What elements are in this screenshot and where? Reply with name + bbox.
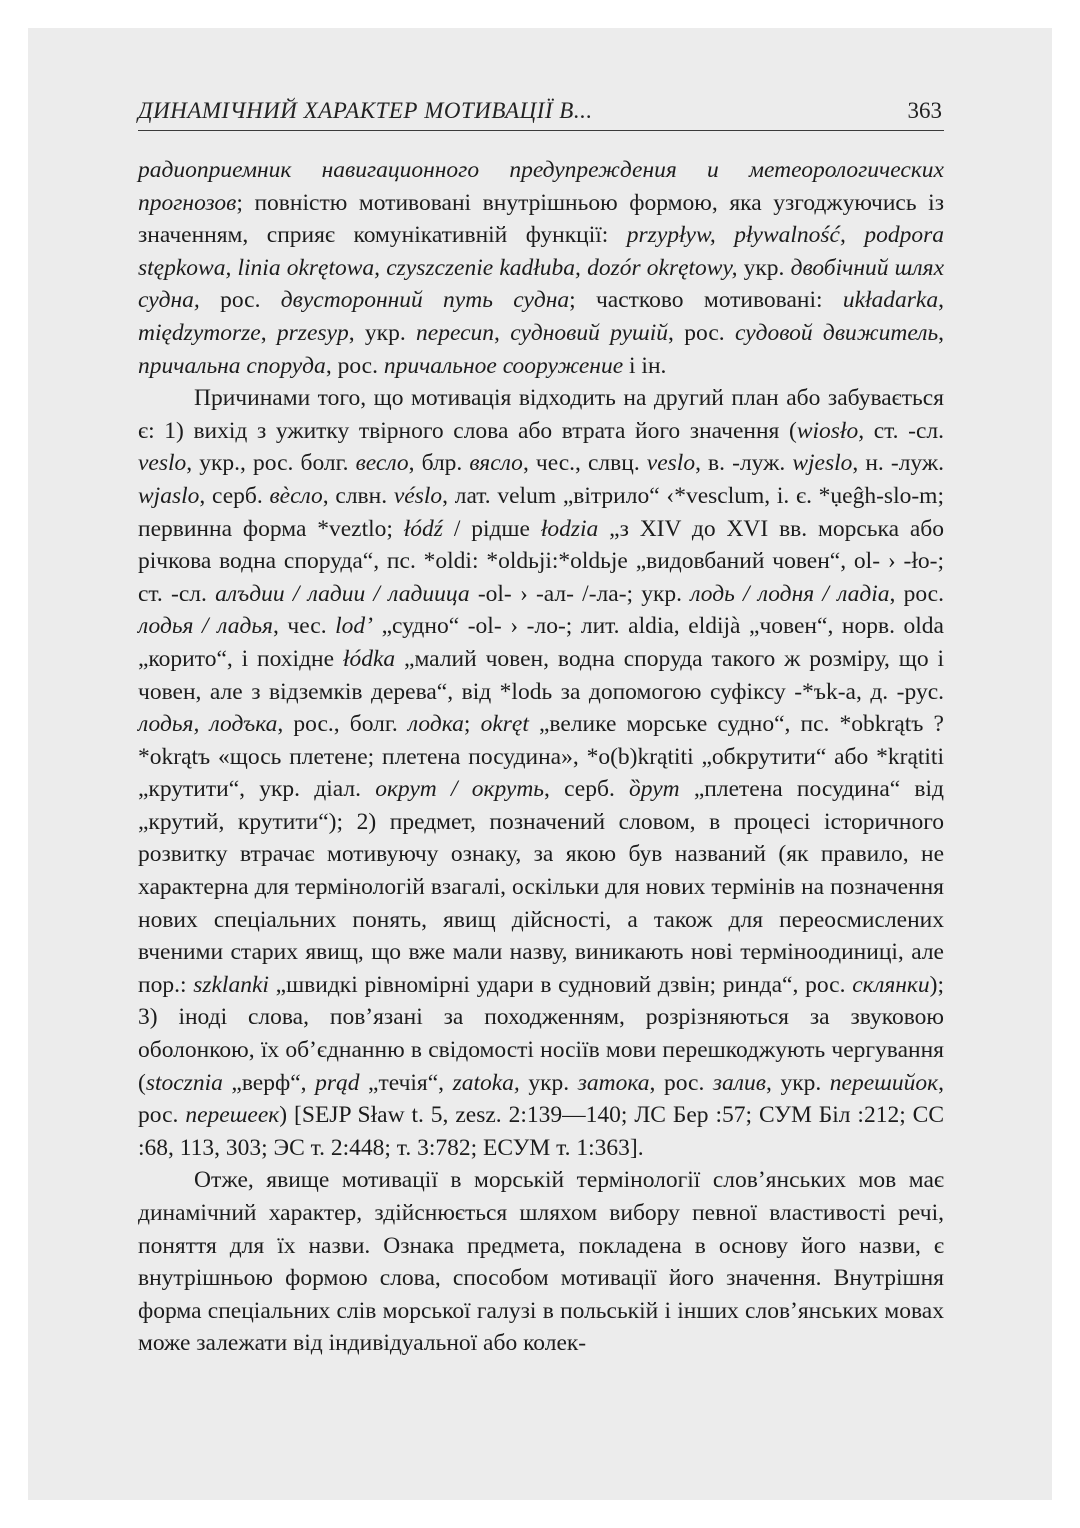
text-run: , рос. [668, 319, 735, 346]
text-run: , серб. [199, 482, 270, 509]
italic-term: wjeslo [792, 450, 853, 477]
text-run: „плетена посудина“ від „крутий, крутити“); 2) предмет, позначений словом, в процесі історичного розвитку втрачає мотивуючу ознаку, за якою був названий (як правило, не характерна для термінологій взагалі, оскільки для нових термінів на позначення нових спеціальних понять, явищ дійсності, а також для переосмислених вченими старих явищ, що вже мали назву, виникають нові терміноодиниці, але пор.: [138, 776, 944, 998]
italic-term: przesyp [276, 319, 349, 346]
italic-term: судновий рушій [510, 319, 669, 346]
text-run: Причинами того, що мотивація відходить на другий план або забувається є: 1) вихід з ужитку твірного слова або втрата його значення ( [138, 385, 944, 444]
text-run: ст. -сл. [864, 417, 944, 444]
paragraph-2 [138, 382, 944, 1164]
text-run: „судно“ -ol- › -ло-; лит. aldia, eldijà „човен“, норв. olda „корито“, і похідне [138, 613, 944, 672]
text-run: , блр. [408, 450, 470, 477]
text-run: , рос. [649, 1069, 713, 1096]
italic-term: лодья, лодъка [138, 711, 278, 738]
italic-term: причальна споруда [138, 352, 326, 379]
italic-term: układarka [842, 287, 939, 314]
text-run: , укр. [766, 1069, 830, 1096]
italic-term: lod’ [335, 613, 374, 640]
text-run: і ін. [623, 352, 667, 379]
text-run: , слвн. [322, 482, 394, 509]
text-run: , рос. [325, 352, 384, 379]
paragraph-1 [138, 154, 944, 382]
text-run: „з XIV до XVI вв. морська або річкова водна споруда“, пс. *oldi: *oldьji:*oldьje „видовбаний човен“, ol- › -ło-; ст. -сл. [138, 515, 944, 607]
text-run: , серб. [544, 776, 630, 803]
italic-term: prąd [315, 1069, 360, 1096]
text-run: , рос. [138, 1069, 945, 1129]
text-run: ) [SEJP Sław t. 5, zesz. 2:139—140; ЛС Бер :57; СУМ Біл :212; СС :68, 113, 303; ЭС т. 2:448; т. 3:782; ЕСУМ т. 1:363]. [138, 1102, 945, 1161]
italic-term: лодка [407, 711, 464, 738]
text-run: ; частково мотивовані: [569, 287, 843, 314]
italic-term: двобічний шлях судна, [138, 254, 944, 314]
text-run: , укр., рос. болг. [186, 450, 356, 477]
italic-term: перешийок [829, 1069, 939, 1096]
text-run: , рос. [889, 580, 944, 607]
italic-term: szklanki [193, 971, 269, 998]
italic-term: wiosło, [796, 417, 865, 444]
text-run: „верф“, [222, 1069, 316, 1096]
italic-term: лодь / лодня / ладіа [690, 580, 890, 607]
text-run: , [260, 319, 277, 346]
text-run: / рідше [442, 515, 541, 542]
italic-term: причальное сооружение [383, 352, 624, 379]
italic-term: wjaslo [138, 482, 200, 509]
text-run: „велике морське судно“, пс. *obkrątъ ? *okrątъ «щось плетене; плетена посудина», *o(b)krątiti „обкрутити“ або *krątiti „крутити“, укр. діал. [138, 711, 944, 803]
italic-term: лодья / ладья [138, 613, 273, 640]
text-run: Отже, явище мотивації в морській термінології слов’янських мов має динамічний характер, здійснюється шляхом вибору певної властивості речі, поняття для їх назви. Ознака предмета, покладена в основу його назви, є внутрішньою формою слова, способом мотивації його значення. Внутрішня форма спеціальних слів морської галузі в польській і інших слов’янських мовах може залежати від індивідуальної або колек- [138, 1167, 944, 1357]
italic-term: ȍрут [629, 776, 680, 803]
italic-term: пересип [416, 319, 494, 346]
running-header [138, 96, 944, 131]
text-run: , н. -луж. [852, 450, 944, 477]
italic-term: stocznia [145, 1069, 223, 1096]
text-run: , чес., слвц. [522, 450, 647, 477]
italic-term: międzymorze [138, 319, 261, 346]
text-run: укр. [519, 1069, 578, 1096]
italic-term: радиоприемник навигационного предупреждения и метеорологических прогнозов [138, 157, 944, 216]
text-run: , [938, 319, 945, 346]
text-run: ; повністю мотивовані внутрішньою формою, яка узгоджуючись із значенням, сприяє комунікативній функції: [138, 189, 944, 249]
text-run: „швидкі рівномірні удари в судновий дзвін; ринда“, рос. [268, 971, 853, 998]
text-run: ; [463, 711, 481, 738]
italic-term: zatoka, [452, 1069, 520, 1096]
italic-term: окрут / окруть [375, 776, 544, 803]
text-run: ); 3) іноді слова, пов’язані за походженням, розрізняються за звуковою оболонкою, їх об’єднанню в свідомості носіїв мови перешкоджують чергування ( [138, 971, 945, 1096]
text-run: , чес. [272, 613, 336, 640]
body-text [138, 154, 944, 1360]
running-title: ДИНАМІЧНИЙ ХАРАКТЕР МОТИВАЦІЇ В... [138, 98, 593, 123]
italic-term: перешеек [185, 1102, 280, 1129]
italic-term: przypływ, pływalność, podpora stępkowa, linia okrętowa, czyszczenie kadłuba, dozór okrętowy, [138, 222, 944, 281]
text-run: „течія“, [359, 1069, 453, 1096]
text-run: , [494, 319, 511, 346]
italic-term: затока [577, 1069, 650, 1096]
italic-term: łódź [403, 515, 443, 542]
italic-term: вѐсло [269, 482, 323, 509]
italic-term: łodzia [540, 515, 599, 542]
italic-term: łódka [342, 645, 396, 672]
italic-term: весло [355, 450, 409, 477]
paragraph-3 [138, 1164, 944, 1360]
italic-term: okręt [480, 711, 529, 738]
text-run: , [938, 287, 944, 314]
text-run: „малий човен, водна споруда такого ж розміру, що і човен, але з відземків дерева“, від *lodь за допомогою суфіксу -*ъk-a, д. -рус. [138, 645, 944, 705]
text-run: , укр. [348, 319, 417, 346]
text-run: -ol- › -ал- /-ла-; укр. [469, 580, 691, 607]
italic-term: залив [712, 1069, 767, 1096]
italic-term: veslo [646, 450, 696, 477]
italic-term: алъдии / ладии / ладиица [215, 580, 470, 607]
page-number: 363 [907, 98, 942, 123]
italic-term: veslo [138, 450, 187, 477]
text-run: , в. -луж. [695, 450, 793, 477]
text-run: рос. [199, 287, 281, 314]
text-run: , рос., болг. [277, 711, 408, 738]
italic-term: склянки [852, 971, 930, 998]
text-run: укр. [737, 254, 791, 281]
italic-term: вясло [469, 450, 523, 477]
italic-term: судовой движитель [734, 319, 939, 346]
italic-term: двусторонний путь судна [280, 287, 570, 314]
italic-term: véslo [393, 482, 443, 509]
text-run: , лат. velum „вітрило“ ‹*vesclum, і. є. *ụeĝh-slo-m; первинна форма *veztlo; [138, 482, 944, 542]
